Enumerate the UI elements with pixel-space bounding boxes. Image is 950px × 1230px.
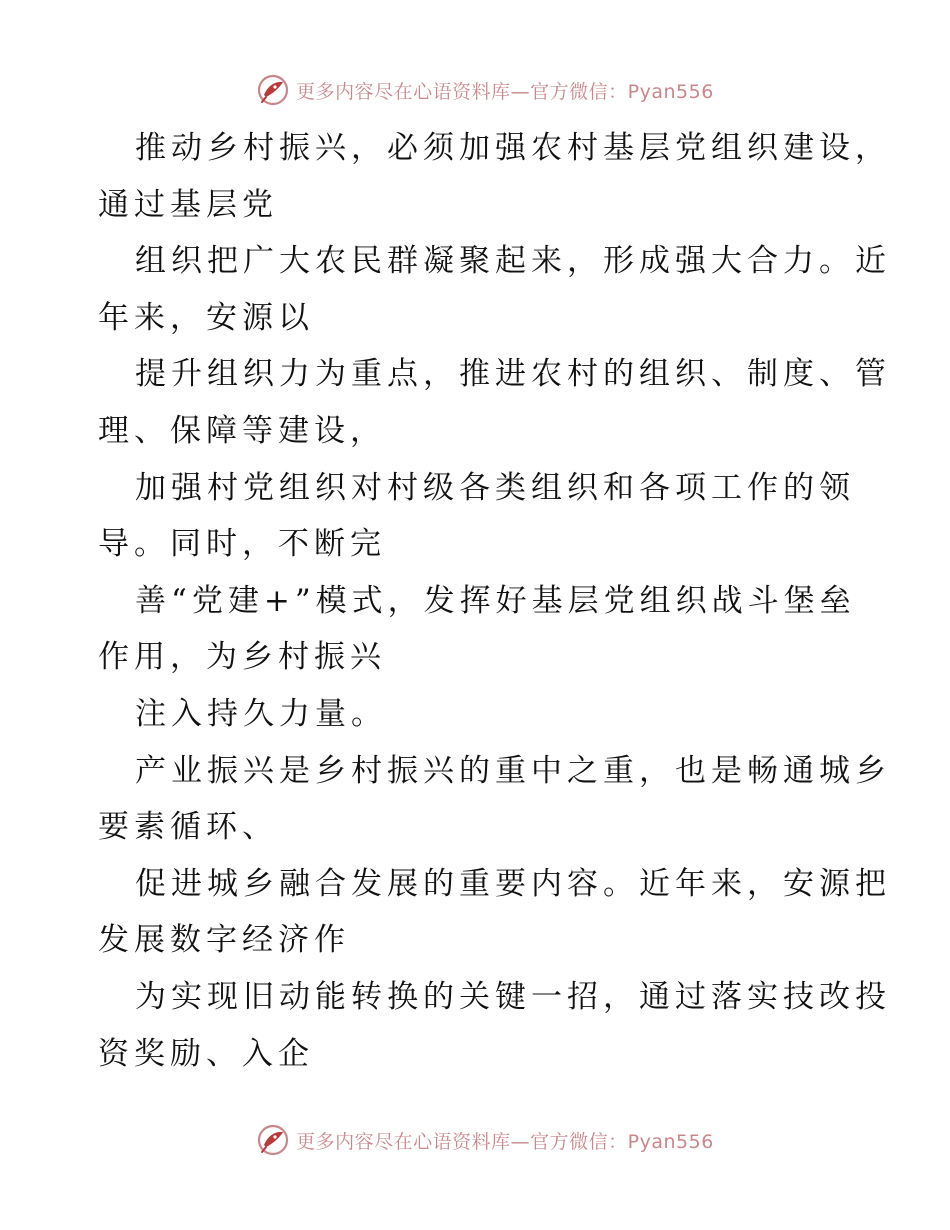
paragraph-line: 注入持久力量。 bbox=[135, 695, 387, 732]
paragraph-line: 要素循环、 bbox=[98, 809, 278, 846]
paragraph-line: 产业振兴是乡村振兴的重中之重，也是畅通城乡 bbox=[135, 752, 891, 789]
pen-nib-logo-icon bbox=[256, 1123, 290, 1157]
document-body bbox=[98, 120, 891, 1082]
paragraph-line: 提升组织力为重点，推进农村的组织、制度、管 bbox=[135, 356, 891, 393]
paragraph-line: 理、保障等建设， bbox=[98, 412, 386, 449]
paragraph-line: 发展数字经济作 bbox=[98, 922, 350, 959]
paragraph-line: 善“党建+”模式，发挥好基层党组织战斗堡垒 bbox=[135, 582, 856, 619]
paragraph-line: 年来，安源以 bbox=[98, 299, 314, 336]
footer-banner bbox=[0, 1120, 950, 1160]
paragraph-line: 推动乡村振兴，必须加强农村基层党组织建设， bbox=[135, 130, 891, 166]
paragraph-line: 通过基层党 bbox=[98, 186, 278, 223]
paragraph-line: 组织把广大农民群凝聚起来，形成强大合力。近 bbox=[135, 243, 891, 280]
header-banner-text: 更多内容尽在心语资料库—官方微信：Pyan556 bbox=[296, 80, 714, 103]
header-banner bbox=[0, 70, 950, 110]
paragraph-line: 为实现旧动能转换的关键一招，通过落实技改投 bbox=[135, 978, 891, 1015]
footer-banner-text: 更多内容尽在心语资料库—官方微信：Pyan556 bbox=[296, 1130, 714, 1153]
paragraph-line: 加强村党组织对村级各类组织和各项工作的领 bbox=[135, 469, 855, 506]
paragraph-line: 作用，为乡村振兴 bbox=[98, 639, 386, 676]
paragraph-line: 促进城乡融合发展的重要内容。近年来，安源把 bbox=[135, 865, 891, 902]
paragraph-line: 资奖励、入企 bbox=[98, 1035, 314, 1072]
paragraph-line: 导。同时，不断完 bbox=[98, 526, 386, 563]
pen-nib-logo-icon bbox=[256, 73, 290, 107]
